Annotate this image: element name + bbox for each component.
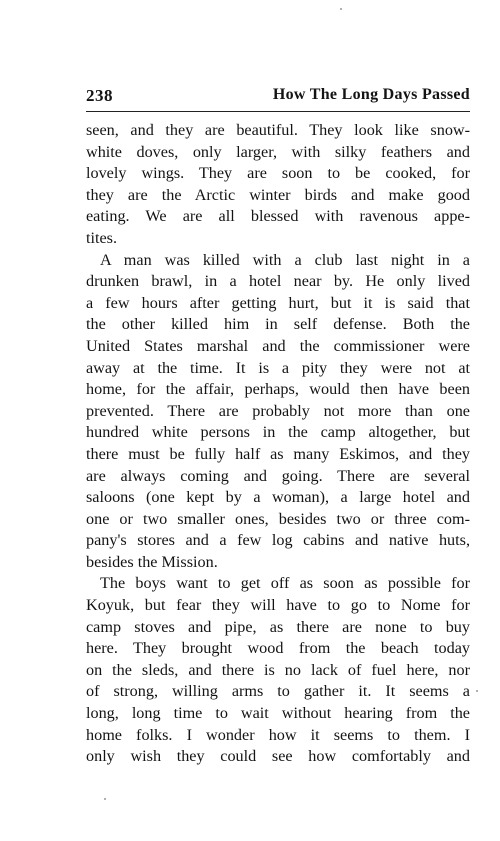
text-line: besides the Mission. <box>86 552 218 571</box>
text-line: tites. <box>86 228 118 247</box>
text-line: only wish they could see how comfortably and <box>86 747 470 766</box>
text-line: saloons (one kept by a woman), a large hotel and <box>86 488 470 507</box>
text-line: camp stoves and pipe, as there are none to buy <box>86 617 470 636</box>
text-line: one or two smaller ones, besides two or three com- <box>86 509 470 528</box>
text-line: there must be fully half as many Eskimos, and they <box>86 444 470 463</box>
text-line: hundred white persons in the camp altogether, but <box>86 423 470 442</box>
running-title: How The Long Days Passed <box>272 86 470 103</box>
page-number: 238 <box>86 86 113 105</box>
text-line: The boys want to get off as soon as possible for <box>100 574 470 593</box>
text-line: pany's stores and a few log cabins and native huts, <box>86 531 470 550</box>
text-line: white doves, only larger, with silky feathers and <box>86 142 470 161</box>
scan-speck <box>476 690 478 692</box>
text-line: home folks. I wonder how it seems to them. I <box>86 725 470 744</box>
text-line: of strong, willing arms to gather it. It seems a <box>86 682 470 701</box>
text-line: lovely wings. They are soon to be cooked, for <box>86 164 470 183</box>
header-rule <box>86 111 470 112</box>
text-line: United States marshal and the commissioner were <box>86 336 470 355</box>
text-line: seen, and they are beautiful. They look like snow- <box>86 121 470 139</box>
text-line: on the sleds, and there is no lack of fuel here, nor <box>86 660 470 679</box>
text-line: the other killed him in self defense. Both the <box>86 315 470 334</box>
text-line: a few hours after getting hurt, but it is said that <box>86 293 470 312</box>
scan-speck <box>104 798 106 800</box>
text-line: home, for the affair, perhaps, would then have been <box>86 380 470 399</box>
text-line: eating. We are all blessed with ravenous appe- <box>86 207 470 226</box>
text-line: Koyuk, but fear they will have to go to Nome for <box>86 596 470 615</box>
text-line: drunken brawl, in a hotel near by. He only lived <box>86 272 470 291</box>
page-header <box>86 86 470 110</box>
text-line: they are the Arctic winter birds and make good <box>86 185 470 204</box>
text-line: are always coming and going. There are several <box>86 466 470 485</box>
text-line: away at the time. It is a pity they were not at <box>86 358 470 377</box>
body-text <box>86 120 470 768</box>
text-line: prevented. There are probably not more than one <box>86 401 470 420</box>
scan-speck <box>340 8 342 10</box>
text-line: A man was killed with a club last night in a <box>100 250 470 269</box>
text-line: here. They brought wood from the beach today <box>86 639 470 658</box>
text-line: long, long time to wait without hearing from the <box>86 704 470 723</box>
